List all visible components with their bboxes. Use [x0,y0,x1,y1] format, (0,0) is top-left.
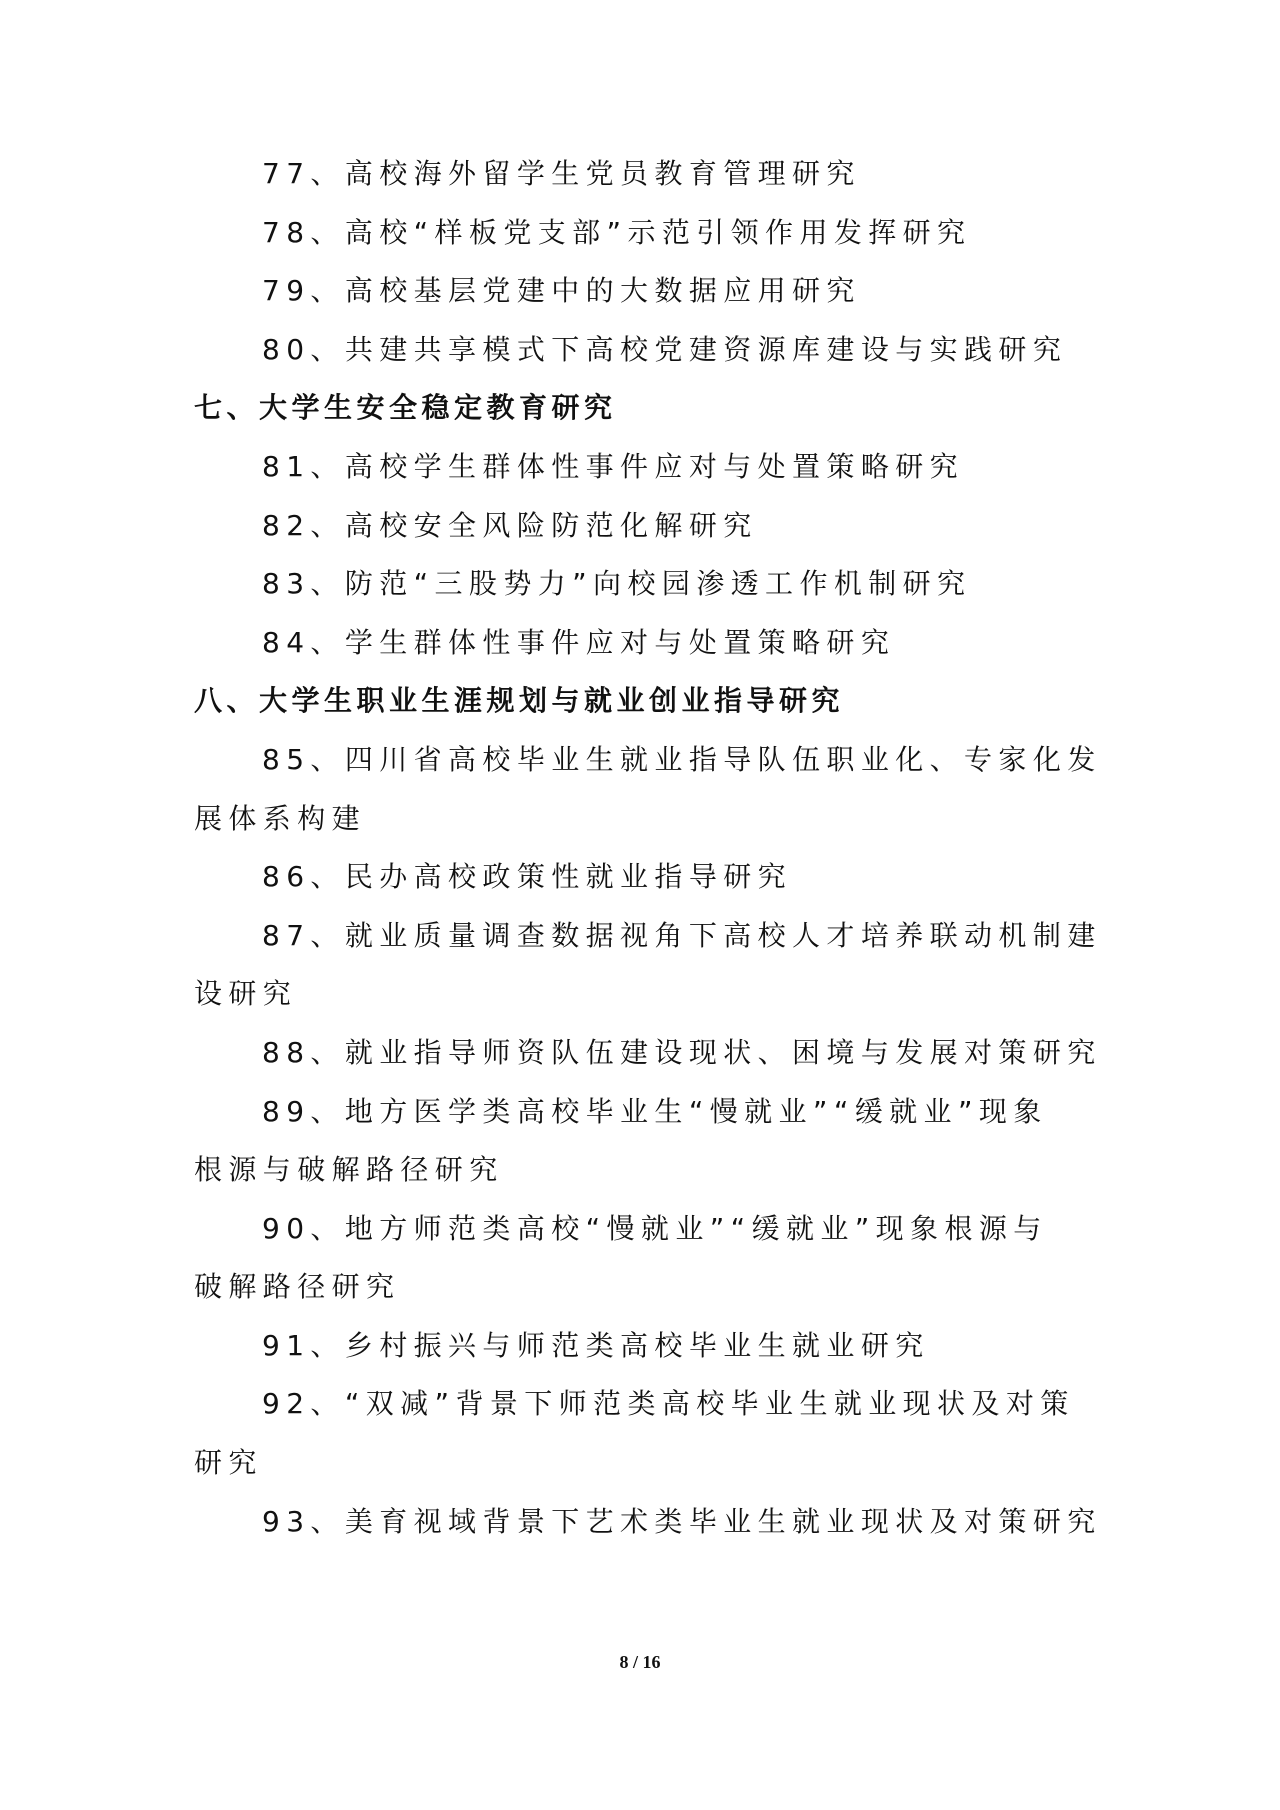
list-item: 88、就业指导师资队伍建设现状、困境与发展对策研究 [262,1035,1102,1069]
list-item-continuation: 破解路径研究 [194,1270,401,1304]
list-item: 82、高校安全风险防范化解研究 [262,508,758,542]
list-item: 81、高校学生群体性事件应对与处置策略研究 [262,449,965,483]
list-item: 83、防范“三股势力”向校园渗透工作机制研究 [262,567,972,601]
list-item: 86、民办高校政策性就业指导研究 [262,860,793,894]
page-number: 8 / 16 [619,1652,661,1672]
list-item: 84、学生群体性事件应对与处置策略研究 [262,625,896,659]
list-item: 80、共建共享模式下高校党建资源库建设与实践研究 [262,332,1068,366]
list-item: 90、地方师范类高校“慢就业”“缓就业”现象根源与 [262,1211,1048,1245]
list-item-continuation: 研究 [194,1446,263,1480]
list-item: 79、高校基层党建中的大数据应用研究 [262,274,861,308]
list-item: 78、高校“样板党支部”示范引领作用发挥研究 [262,215,972,249]
list-item: 91、乡村振兴与师范类高校毕业生就业研究 [262,1328,930,1362]
list-item-continuation: 根源与破解路径研究 [194,1153,504,1187]
list-item: 89、地方医学类高校毕业生“慢就业”“缓就业”现象 [262,1094,1048,1128]
list-item-continuation: 展体系构建 [194,801,367,835]
list-item-continuation: 设研究 [194,977,298,1011]
list-item: 85、四川省高校毕业生就业指导队伍职业化、专家化发 [262,742,1102,776]
section-heading: 七、大学生安全稳定教育研究 [194,391,617,425]
section-heading: 八、大学生职业生涯规划与就业创业指导研究 [194,684,845,718]
list-item: 77、高校海外留学生党员教育管理研究 [262,157,861,190]
document-body [194,145,1102,1551]
list-item: 92、“双减”背景下师范类高校毕业生就业现状及对策 [262,1387,1075,1421]
list-item: 93、美育视域背景下艺术类毕业生就业现状及对策研究 [262,1504,1102,1538]
list-item: 87、就业质量调查数据视角下高校人才培养联动机制建 [262,918,1102,952]
